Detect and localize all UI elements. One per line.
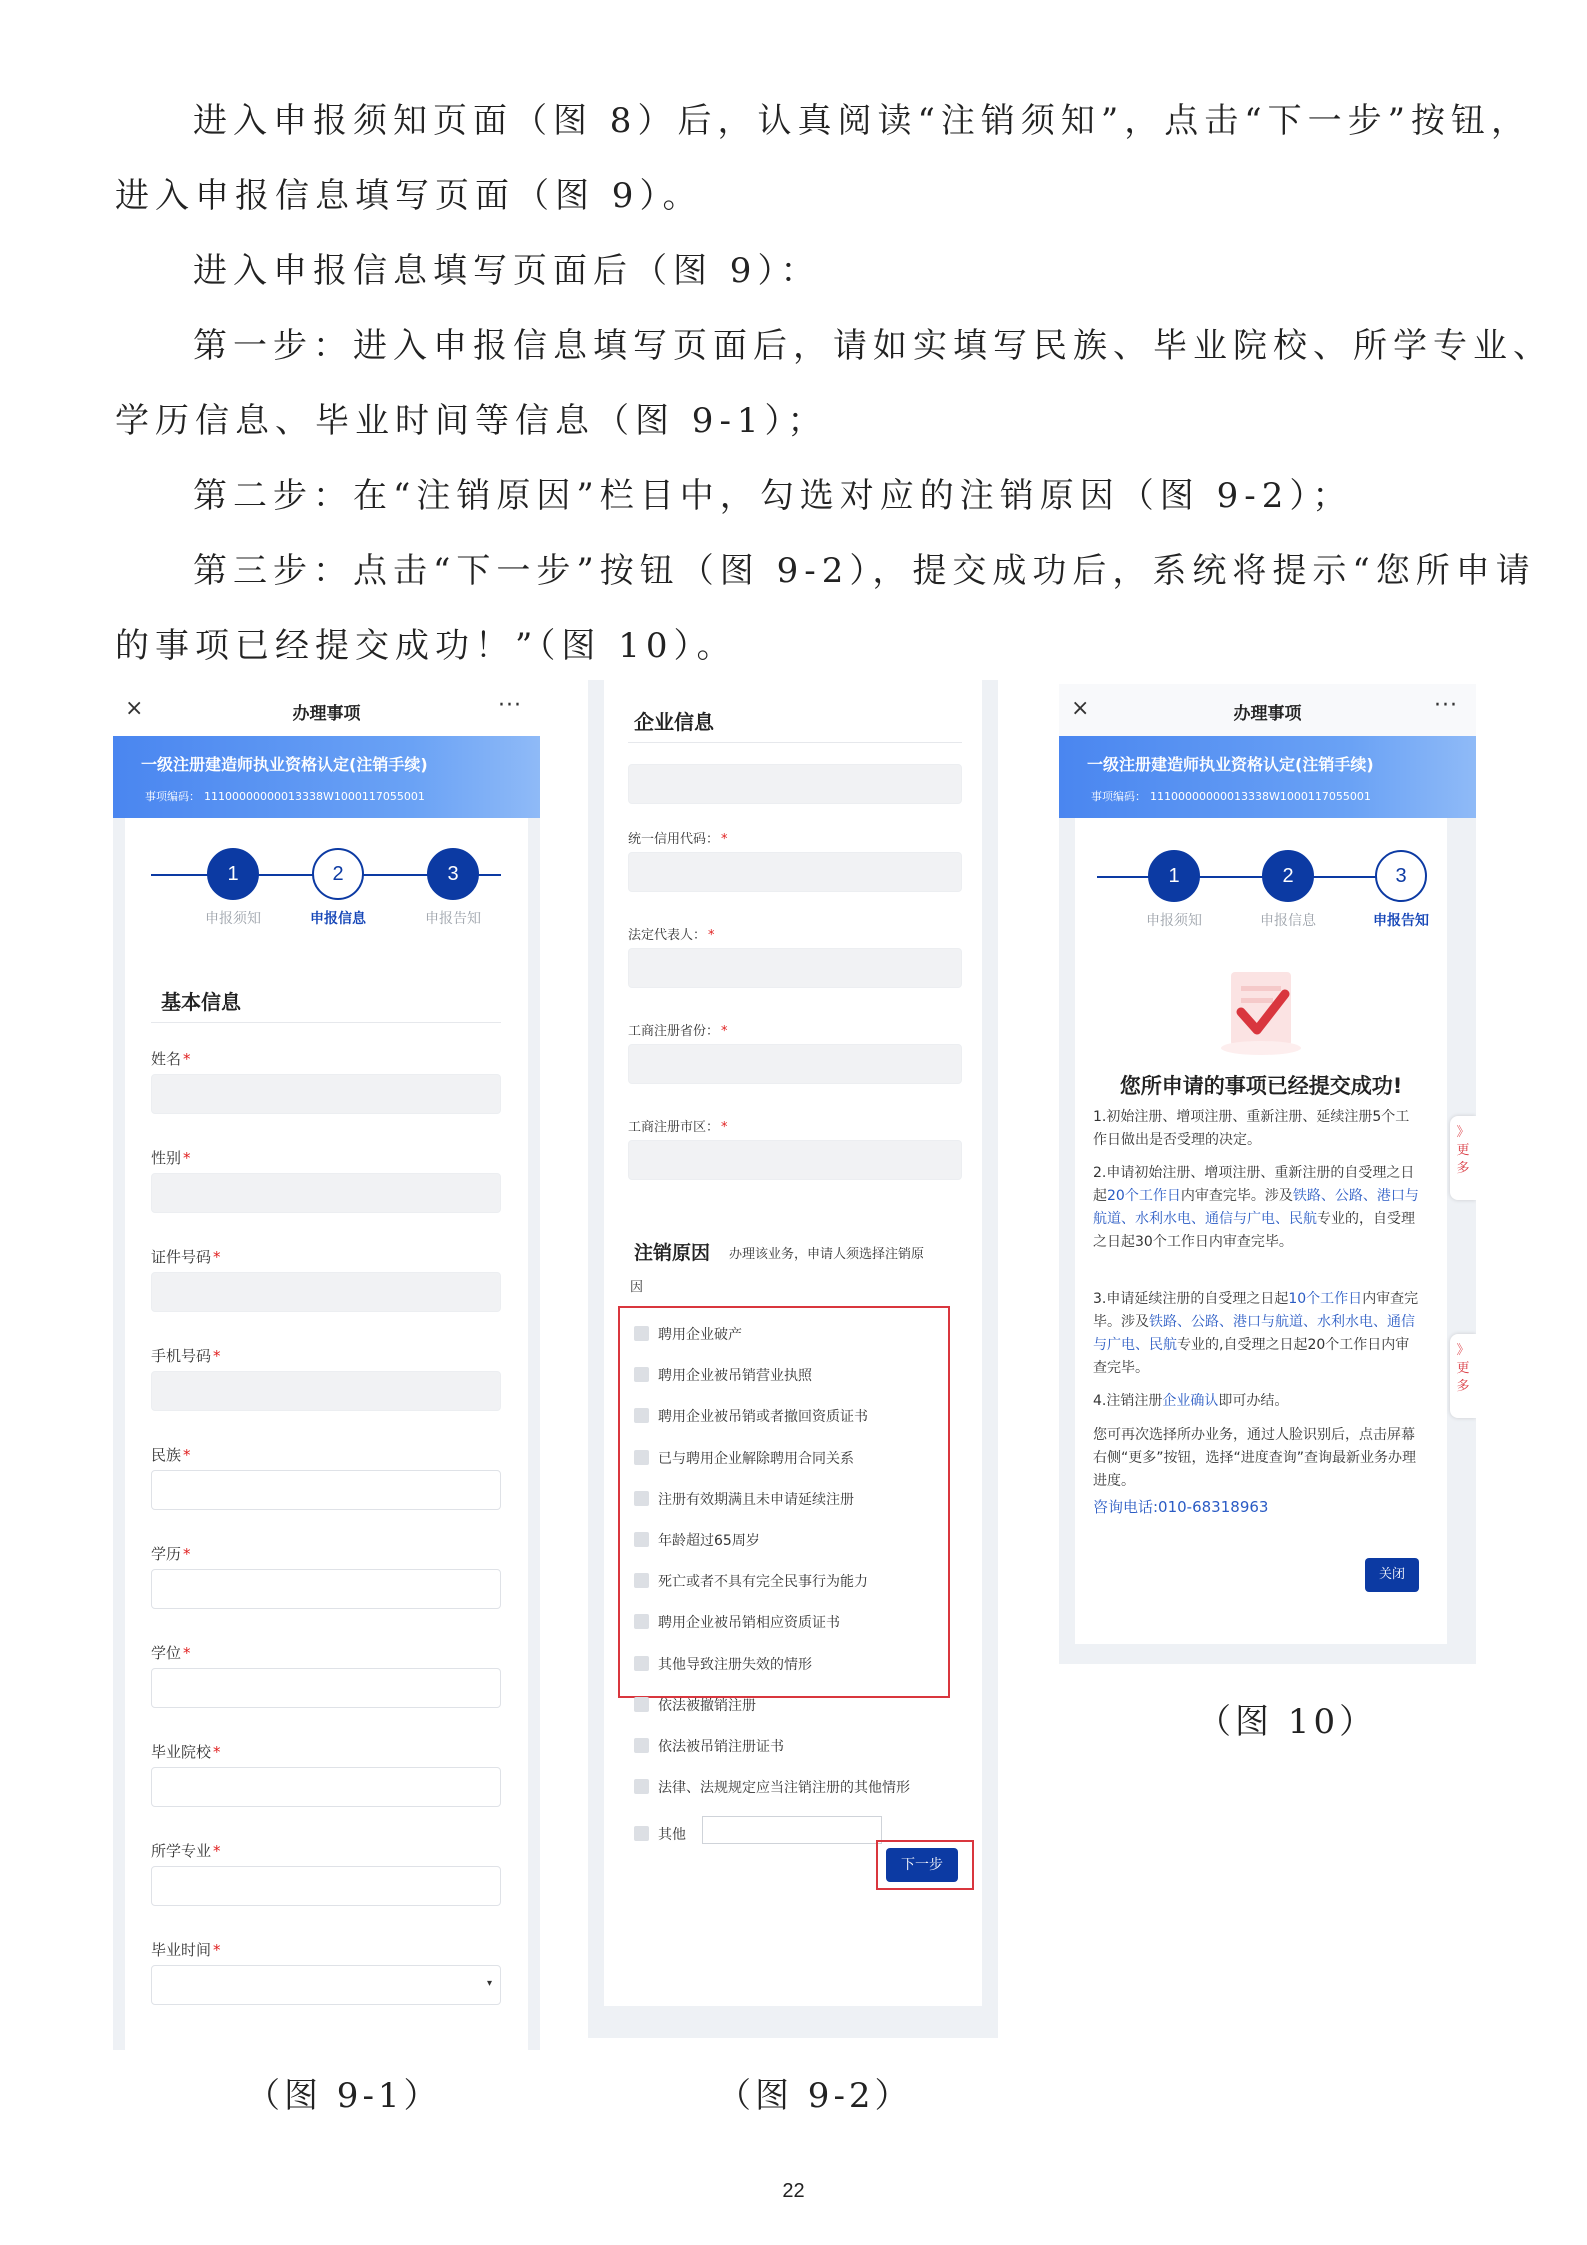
enterprise-field-input[interactable]: [628, 948, 962, 988]
checkbox-icon[interactable]: [634, 1779, 649, 1794]
form-input[interactable]: [151, 1767, 501, 1807]
note-4: 4.注销注册企业确认即可办结。: [1093, 1393, 1289, 1409]
figure-9-1-screenshot: [113, 684, 540, 2050]
reason-option[interactable]: 聘用企业被吊销营业执照: [634, 1365, 812, 1385]
reason-hint: 办理该业务，申请人须选择注销原: [729, 1247, 925, 1262]
field-label: 所学专业 *: [151, 1842, 221, 1860]
field-label: 毕业院校 *: [151, 1743, 221, 1761]
step-2-circle: 2: [1262, 850, 1314, 902]
checkbox-icon[interactable]: [634, 1491, 649, 1506]
title-bar: [113, 684, 540, 736]
paragraph-3-line-1: 第一步：进入申报信息填写页面后，请如实填写民族、毕业院校、所学专业、: [193, 326, 1553, 366]
checkbox-icon[interactable]: [634, 1326, 649, 1341]
field-label: 学历 *: [151, 1545, 191, 1563]
reason-option[interactable]: 依法被撤销注册: [634, 1695, 756, 1715]
paragraph-1-line-2: 进入申报信息填写页面（图 9）。: [115, 176, 703, 216]
checkbox-icon[interactable]: [634, 1367, 649, 1382]
form-input[interactable]: [151, 1074, 501, 1114]
note-3: 3.申请延续注册的自受理之日起10个工作日内审查完毕。涉及铁路、公路、港口与航道、水利水电、通信与广电、民航专业的,自受理之日起20个工作日内审查完毕。: [1093, 1291, 1419, 1376]
step-1-label: 申报须知: [1146, 913, 1202, 929]
caption-figure-10: （图 10）: [1197, 1702, 1378, 1742]
step-3-label: 申报告知: [425, 911, 481, 927]
reason-option[interactable]: 注册有效期满且未申请延续注册: [634, 1489, 854, 1509]
field-label: 姓名 *: [151, 1050, 191, 1068]
reason-option[interactable]: 聘用企业被吊销或者撤回资质证书: [634, 1406, 868, 1426]
enterprise-field-input[interactable]: [628, 1044, 962, 1084]
reason-option[interactable]: 其他导致注册失效的情形: [634, 1654, 812, 1674]
success-title: 您所申请的事项已经提交成功!: [1119, 1074, 1403, 1098]
reason-option-other[interactable]: 其他: [634, 1824, 686, 1844]
reason-option[interactable]: 聘用企业破产: [634, 1324, 742, 1344]
enterprise-field-label: 统一信用代码： *: [628, 832, 728, 847]
more-icon[interactable]: ···: [1434, 693, 1458, 718]
field-label: 证件号码 *: [151, 1248, 221, 1266]
reason-options-frame: [618, 1306, 950, 1843]
paragraph-5-line-2: 的事项已经提交成功！”（图 10）。: [115, 626, 737, 666]
step-3-label: 申报告知: [1373, 913, 1429, 929]
note-5: 您可再次选择所办业务，通过人脸识别后，点击屏幕右侧“更多”按钮，选择“进度查询”查询最新业务办理进度。: [1093, 1427, 1417, 1489]
checkbox-icon[interactable]: [634, 1656, 649, 1671]
basic-info-title: 基本信息: [161, 990, 241, 1014]
more-side-tab[interactable]: 》 更 多: [1450, 1116, 1476, 1200]
item-title: 一级注册建造师执业资格认定(注销手续): [1087, 755, 1374, 774]
checkbox-icon[interactable]: [634, 1408, 649, 1423]
field-label: 性别 *: [151, 1149, 191, 1167]
figure-10-screenshot: [1059, 684, 1476, 1664]
item-code: 事项编码： 11100000000013338W1000117055001: [145, 790, 425, 803]
caption-figure-9-1: （图 9-1）: [246, 2076, 442, 2116]
item-banner: [113, 736, 540, 818]
step-2-label: 申报信息: [310, 911, 366, 927]
chevron-down-icon: ▾: [486, 1978, 492, 1989]
close-button[interactable]: 关闭: [1365, 1558, 1419, 1592]
field-label: 手机号码 *: [151, 1347, 221, 1365]
checkbox-icon[interactable]: [634, 1614, 649, 1629]
window-title: 办理事项: [292, 704, 361, 724]
reason-option[interactable]: 聘用企业被吊销相应资质证书: [634, 1612, 840, 1632]
reason-option[interactable]: 依法被吊销注册证书: [634, 1736, 784, 1756]
window-title: 办理事项: [1233, 704, 1302, 724]
form-input[interactable]: [151, 1668, 501, 1708]
checkbox-icon[interactable]: [634, 1573, 649, 1588]
checkbox-icon[interactable]: [634, 1532, 649, 1547]
enterprise-field-input[interactable]: [628, 852, 962, 892]
other-reason-input[interactable]: [702, 1816, 882, 1844]
item-banner: [1059, 736, 1476, 818]
reason-option[interactable]: 年龄超过65周岁: [634, 1530, 760, 1550]
step-3-circle: 3: [427, 848, 479, 900]
form-input[interactable]: [151, 1371, 501, 1411]
field-label: 民族 *: [151, 1446, 191, 1464]
paragraph-1-line-1: 进入申报须知页面（图 8）后，认真阅读“注销须知”，点击“下一步”按钮，: [193, 101, 1531, 141]
paragraph-2: 进入申报信息填写页面后（图 9）：: [193, 251, 821, 291]
enterprise-card: [604, 680, 982, 2006]
checkbox-icon[interactable]: [634, 1697, 649, 1712]
success-check-icon: [1213, 968, 1309, 1058]
field-label: 毕业时间 *: [151, 1941, 221, 1959]
reason-hint-cont: 因: [630, 1280, 644, 1295]
form-input[interactable]: [151, 1173, 501, 1213]
title-bar: [1059, 684, 1476, 736]
page-number: 22: [782, 2180, 805, 2202]
figure-9-2-screenshot: [588, 680, 998, 2038]
enterprise-name-field[interactable]: [628, 764, 962, 804]
step-1-circle: 1: [1148, 850, 1200, 902]
enterprise-field-label: 工商注册省份： *: [628, 1024, 728, 1039]
form-card: [125, 818, 528, 2050]
form-input[interactable]: [151, 1866, 501, 1906]
reason-title: 注销原因: [634, 1242, 711, 1264]
enterprise-field-label: 工商注册市区： *: [628, 1120, 728, 1135]
paragraph-5-line-1: 第三步：点击“下一步”按钮（图 9-2），提交成功后，系统将提示“您所申请: [193, 551, 1536, 591]
close-icon[interactable]: ×: [125, 696, 144, 721]
checkbox-icon[interactable]: [634, 1826, 649, 1841]
form-input[interactable]: [151, 1569, 501, 1609]
hotline-link[interactable]: 咨询电话:010-68318963: [1093, 1498, 1269, 1516]
step-2-label: 申报信息: [1260, 913, 1316, 929]
step-1-circle: 1: [207, 848, 259, 900]
item-title: 一级注册建造师执业资格认定(注销手续): [141, 755, 428, 774]
reason-option[interactable]: 法律、法规规定应当注销注册的其他情形: [634, 1777, 910, 1797]
step-1-label: 申报须知: [205, 911, 261, 927]
form-input[interactable]: [151, 1470, 501, 1510]
note-2: 2.申请初始注册、增项注册、重新注册的自受理之日起20个工作日内审查完毕。涉及铁路、公路、港口与航道、水利水电、通信与广电、民航专业的，自受理之日起30个工作日内审查完毕。: [1093, 1165, 1419, 1250]
next-button[interactable]: 下一步: [886, 1848, 958, 1882]
step-3-circle: 3: [1375, 850, 1427, 902]
checkbox-icon[interactable]: [634, 1738, 649, 1753]
item-code: 事项编码： 11100000000013338W1000117055001: [1091, 790, 1371, 803]
paragraph-4: 第二步：在“注销原因”栏目中，勾选对应的注销原因（图 9-2）；: [193, 476, 1353, 516]
reason-option[interactable]: 已与聘用企业解除聘用合同关系: [634, 1448, 854, 1468]
field-label: 学位 *: [151, 1644, 191, 1662]
note-1: 1.初始注册、增项注册、重新注册、延续注册5个工作日做出是否受理的决定。: [1093, 1109, 1410, 1148]
reason-option[interactable]: 死亡或者不具有完全民事行为能力: [634, 1571, 868, 1591]
more-side-tab[interactable]: 》 更 多: [1450, 1334, 1476, 1418]
enterprise-info-title: 企业信息: [634, 710, 714, 734]
form-input[interactable]: [151, 1272, 501, 1312]
close-icon[interactable]: ×: [1071, 696, 1090, 721]
more-icon[interactable]: ···: [498, 693, 522, 718]
paragraph-3-line-2: 学历信息、毕业时间等信息（图 9-1）；: [115, 401, 828, 441]
checkbox-icon[interactable]: [634, 1450, 649, 1465]
graduation-date-select[interactable]: [151, 1965, 501, 2005]
caption-figure-9-2: （图 9-2）: [717, 2076, 913, 2116]
enterprise-field-input[interactable]: [628, 1140, 962, 1180]
step-2-circle: 2: [312, 848, 364, 900]
enterprise-field-label: 法定代表人： *: [628, 928, 715, 943]
